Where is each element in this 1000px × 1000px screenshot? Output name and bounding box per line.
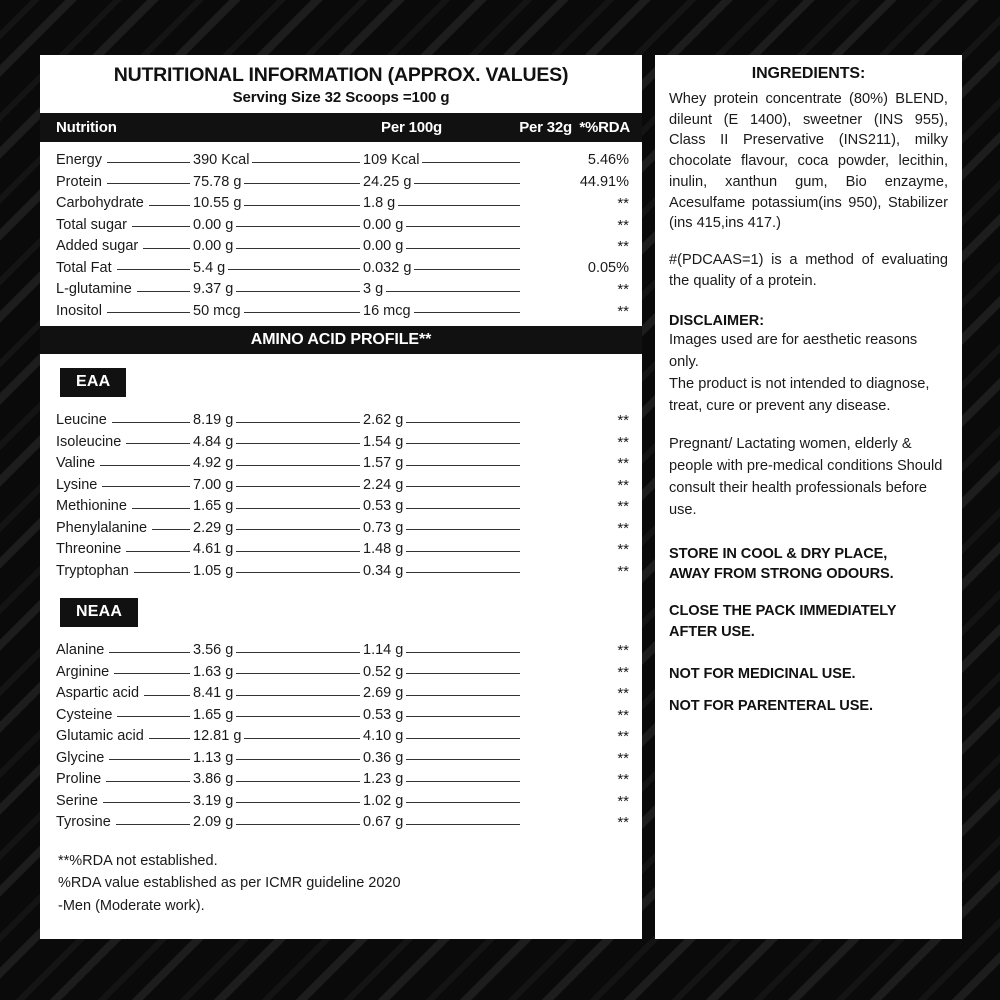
leader-line: [236, 716, 360, 717]
value-per-32g: 0.73 g: [363, 519, 404, 536]
table-row: [56, 787, 630, 809]
table-row: [56, 535, 630, 557]
value-per-100g: 10.55 g: [193, 195, 242, 212]
value-per-32g: 0.67 g: [363, 814, 404, 831]
column-header-per-32g: Per 32g: [519, 119, 572, 137]
spacer-1: [669, 234, 948, 250]
spacer-3: [669, 418, 948, 434]
serving-size-text: Serving Size 32 Scoops =100 g: [232, 89, 450, 107]
table-row: [56, 557, 630, 579]
value-rda: **: [617, 281, 629, 299]
disclaimer-heading: DISCLAIMER:: [669, 313, 765, 330]
table-row: [56, 701, 630, 723]
table-row: [56, 297, 630, 319]
value-per-32g: 0.00 g: [363, 238, 404, 255]
leader-line: [406, 529, 520, 530]
leader-line: [100, 465, 190, 466]
value-rda: **: [617, 519, 629, 537]
value-per-32g: 0.34 g: [363, 562, 404, 579]
table-row: [56, 449, 630, 471]
table-row: [56, 232, 630, 254]
nutrition-panel: [40, 55, 642, 939]
leader-line: [406, 695, 520, 696]
value-rda: **: [617, 195, 629, 213]
table-row: [56, 679, 630, 701]
leader-line: [252, 162, 360, 163]
leader-line: [236, 824, 360, 825]
leader-line: [236, 486, 360, 487]
leader-line: [126, 443, 190, 444]
leader-line: [152, 529, 190, 530]
leader-line: [244, 183, 360, 184]
value-per-100g: 0.00 g: [193, 238, 234, 255]
leader-line: [236, 572, 360, 573]
value-per-32g: 24.25 g: [363, 173, 412, 190]
leader-line: [236, 802, 360, 803]
value-per-100g: 50 mcg: [193, 302, 241, 319]
leader-line: [236, 529, 360, 530]
neaa-badge: NEAA: [60, 598, 138, 627]
row-label: Lysine: [56, 476, 98, 493]
value-per-32g: 4.10 g: [363, 728, 404, 745]
value-per-100g: 1.65 g: [193, 706, 234, 723]
value-rda: **: [617, 476, 629, 494]
eaa-badge-wrap: [40, 354, 642, 402]
leader-line: [406, 572, 520, 573]
row-label: Glutamic acid: [56, 728, 144, 745]
value-per-100g: 1.63 g: [193, 663, 234, 680]
value-per-32g: 0.53 g: [363, 498, 404, 515]
leader-line: [126, 551, 190, 552]
leader-line: [236, 508, 360, 509]
table-row: [56, 275, 630, 297]
row-label: Leucine: [56, 412, 107, 429]
leader-line: [414, 183, 520, 184]
nutrition-rows: [40, 142, 642, 324]
row-label: Tyrosine: [56, 814, 111, 831]
value-per-32g: 0.52 g: [363, 663, 404, 680]
value-rda: **: [617, 814, 629, 832]
value-rda: 44.91%: [579, 173, 629, 190]
leader-line: [102, 486, 190, 487]
disclaimer-line: Images used are for aesthetic reasons only.: [669, 332, 918, 371]
row-label: Cysteine: [56, 706, 113, 723]
value-rda: **: [617, 771, 629, 789]
eaa-badge: EAA: [60, 368, 126, 397]
value-per-32g: 2.62 g: [363, 412, 404, 429]
page-title: NUTRITIONAL INFORMATION (APPROX. VALUES): [113, 64, 569, 86]
value-per-100g: 1.13 g: [193, 749, 234, 766]
value-per-100g: 3.56 g: [193, 642, 234, 659]
table-row: [56, 658, 630, 680]
leader-line: [406, 824, 520, 825]
table-row: [56, 514, 630, 536]
table-row: [56, 428, 630, 450]
row-label: Protein: [56, 173, 102, 190]
neaa-rows: [40, 632, 642, 836]
nutrition-table-header: [40, 113, 642, 142]
leader-line: [236, 673, 360, 674]
value-per-32g: 0.00 g: [363, 216, 404, 233]
table-row: [56, 146, 630, 168]
value-rda: **: [617, 541, 629, 559]
leader-line: [236, 781, 360, 782]
leader-line: [144, 695, 190, 696]
value-per-100g: 3.19 g: [193, 792, 234, 809]
value-rda: **: [617, 728, 629, 746]
leader-line: [422, 162, 520, 163]
spacer-5: [669, 585, 948, 601]
leader-line: [236, 759, 360, 760]
leader-line: [117, 269, 190, 270]
ingredients-panel: [655, 55, 962, 939]
value-per-100g: 3.86 g: [193, 771, 234, 788]
table-row: [56, 254, 630, 276]
value-rda: **: [617, 749, 629, 767]
leader-line: [398, 205, 520, 206]
leader-line: [236, 465, 360, 466]
value-per-100g: 75.78 g: [193, 173, 242, 190]
column-header-rda: *%RDA: [579, 119, 630, 137]
row-label: Serine: [56, 792, 98, 809]
leader-line: [406, 652, 520, 653]
row-label: Isoleucine: [56, 433, 122, 450]
table-row: [56, 406, 630, 428]
leader-line: [149, 738, 190, 739]
leader-line: [137, 291, 190, 292]
leader-line: [406, 422, 520, 423]
leader-line: [107, 162, 190, 163]
table-row: [56, 211, 630, 233]
value-rda: **: [617, 792, 629, 810]
row-label: Total Fat: [56, 259, 112, 276]
leader-line: [107, 183, 190, 184]
footnote-line: %RDA value established as per ICMR guideline 2020: [58, 875, 401, 892]
table-row: [56, 492, 630, 514]
table-row: [56, 168, 630, 190]
value-rda: **: [617, 433, 629, 451]
leader-line: [112, 422, 190, 423]
value-per-32g: 0.53 g: [363, 706, 404, 723]
disclaimer-line: The product is not intended to diagnose, treat, cure or prevent any disease.: [669, 376, 930, 415]
value-per-100g: 1.65 g: [193, 498, 234, 515]
value-rda: **: [617, 455, 629, 473]
column-header-nutrition: Nutrition: [56, 119, 117, 137]
table-row: [56, 808, 630, 830]
value-per-100g: 0.00 g: [193, 216, 234, 233]
value-rda: **: [617, 216, 629, 234]
ingredients-text: Whey protein concentrate (80%) BLEND, dileunt (E 1400), sweetner (INS 955), Class II Preservative (INS211), milky chocolate flavour, coca powder, lecithin, inulin, xanthun gum, Bio enzayme, Acesulfame potassium(ins 950), Stabilizer (ins 415,ins 417.): [669, 91, 948, 232]
value-per-32g: 2.24 g: [363, 476, 404, 493]
row-label: Aspartic acid: [56, 685, 140, 702]
value-per-32g: 1.48 g: [363, 541, 404, 558]
row-label: Tryptophan: [56, 562, 129, 579]
value-rda: **: [617, 412, 629, 430]
row-label: Glycine: [56, 749, 105, 766]
value-per-100g: 4.61 g: [193, 541, 234, 558]
leader-line: [236, 551, 360, 552]
row-label: Methionine: [56, 498, 127, 515]
spacer-4: [669, 522, 948, 544]
neaa-badge-wrap: [40, 584, 642, 632]
spacer-2: [669, 291, 948, 313]
value-per-100g: 5.4 g: [193, 259, 226, 276]
leader-line: [406, 738, 520, 739]
not-for-parenteral-use: NOT FOR PARENTERAL USE.: [669, 698, 873, 715]
table-row: [56, 471, 630, 493]
value-per-32g: 2.69 g: [363, 685, 404, 702]
column-header-per-100g: Per 100g: [381, 119, 442, 137]
value-per-32g: 1.54 g: [363, 433, 404, 450]
leader-line: [143, 248, 190, 249]
leader-line: [406, 465, 520, 466]
ingredients-heading: INGREDIENTS:: [751, 65, 866, 82]
pregnancy-advisory-text: Pregnant/ Lactating women, elderly & people with pre-medical conditions Should consult their health professionals before use.: [669, 436, 943, 518]
value-per-100g: 7.00 g: [193, 476, 234, 493]
leader-line: [132, 508, 190, 509]
value-per-100g: 1.05 g: [193, 562, 234, 579]
table-row: [56, 765, 630, 787]
value-per-32g: 16 mcg: [363, 302, 411, 319]
amino-acid-profile-band: AMINO ACID PROFILE**: [40, 326, 642, 354]
leader-line: [414, 269, 520, 270]
value-rda: **: [617, 663, 629, 681]
row-label: Energy: [56, 152, 102, 169]
spacer-7: [669, 685, 948, 696]
row-label: Phenylalanine: [56, 519, 148, 536]
row-label: Total sugar: [56, 216, 127, 233]
value-per-100g: 4.84 g: [193, 433, 234, 450]
value-rda: **: [617, 498, 629, 516]
leader-line: [228, 269, 360, 270]
pdcaas-note: #(PDCAAS=1) is a method of evaluating the quality of a protein.: [669, 252, 948, 289]
leader-line: [406, 443, 520, 444]
row-label: Proline: [56, 771, 102, 788]
value-per-32g: 1.8 g: [363, 195, 396, 212]
value-per-32g: 1.57 g: [363, 455, 404, 472]
leader-line: [103, 802, 190, 803]
leader-line: [107, 312, 190, 313]
value-per-32g: 0.032 g: [363, 259, 412, 276]
leader-line: [414, 312, 520, 313]
value-rda: **: [617, 685, 629, 703]
row-label: L-glutamine: [56, 281, 132, 298]
leader-line: [134, 572, 190, 573]
value-rda: 5.46%: [587, 152, 629, 169]
close-pack-line-2: AFTER USE.: [669, 623, 755, 640]
leader-line: [117, 716, 190, 717]
row-label: Added sugar: [56, 238, 139, 255]
value-rda: **: [617, 642, 629, 660]
leader-line: [236, 248, 360, 249]
leader-line: [106, 781, 190, 782]
row-label: Valine: [56, 455, 96, 472]
rda-footnote: [40, 836, 642, 917]
leader-line: [244, 205, 360, 206]
leader-line: [406, 248, 520, 249]
value-per-32g: 109 Kcal: [363, 152, 420, 169]
leader-line: [114, 673, 190, 674]
leader-line: [236, 652, 360, 653]
leader-line: [406, 551, 520, 552]
table-row: [56, 744, 630, 766]
disclaimer-text: [669, 330, 948, 418]
leader-line: [109, 759, 190, 760]
leader-line: [236, 695, 360, 696]
value-per-32g: 1.23 g: [363, 771, 404, 788]
value-rda: **: [617, 562, 629, 580]
table-row: [56, 722, 630, 744]
leader-line: [244, 312, 360, 313]
leader-line: [236, 226, 360, 227]
value-per-100g: 2.29 g: [193, 519, 234, 536]
leader-line: [149, 205, 190, 206]
leader-line: [244, 738, 360, 739]
row-label: Alanine: [56, 642, 105, 659]
value-rda: **: [617, 706, 629, 724]
leader-line: [406, 673, 520, 674]
spacer-6: [669, 642, 948, 664]
nutrition-title-block: [40, 55, 642, 113]
value-per-100g: 12.81 g: [193, 728, 242, 745]
eaa-rows: [40, 402, 642, 584]
value-per-32g: 1.02 g: [363, 792, 404, 809]
leader-line: [132, 226, 190, 227]
not-for-medicinal-use: NOT FOR MEDICINAL USE.: [669, 666, 856, 683]
leader-line: [406, 716, 520, 717]
value-per-100g: 9.37 g: [193, 281, 234, 298]
leader-line: [406, 508, 520, 509]
footnote-line: -Men (Moderate work).: [58, 897, 205, 914]
leader-line: [406, 226, 520, 227]
table-row: [56, 189, 630, 211]
leader-line: [116, 824, 190, 825]
value-per-100g: 390 Kcal: [193, 152, 250, 169]
value-per-32g: 3 g: [363, 281, 384, 298]
value-rda: **: [617, 302, 629, 320]
footnote-line: **%RDA not established.: [58, 852, 218, 869]
leader-line: [406, 781, 520, 782]
table-row: [56, 636, 630, 658]
value-per-100g: 4.92 g: [193, 455, 234, 472]
value-per-100g: 8.41 g: [193, 685, 234, 702]
value-per-100g: 8.19 g: [193, 412, 234, 429]
leader-line: [109, 652, 190, 653]
leader-line: [236, 291, 360, 292]
leader-line: [386, 291, 520, 292]
leader-line: [236, 422, 360, 423]
storage-instruction-line-2: AWAY FROM STRONG ODOURS.: [669, 566, 894, 583]
leader-line: [406, 759, 520, 760]
row-label: Carbohydrate: [56, 195, 144, 212]
row-label: Inositol: [56, 302, 102, 319]
value-per-100g: 2.09 g: [193, 814, 234, 831]
storage-instruction-line-1: STORE IN COOL & DRY PLACE,: [669, 545, 888, 562]
value-rda: **: [617, 238, 629, 256]
close-pack-line-1: CLOSE THE PACK IMMEDIATELY: [669, 603, 897, 620]
leader-line: [236, 443, 360, 444]
value-rda: 0.05%: [587, 259, 629, 276]
row-label: Arginine: [56, 663, 110, 680]
value-per-32g: 1.14 g: [363, 642, 404, 659]
row-label: Threonine: [56, 541, 122, 558]
leader-line: [406, 486, 520, 487]
value-per-32g: 0.36 g: [363, 749, 404, 766]
leader-line: [406, 802, 520, 803]
